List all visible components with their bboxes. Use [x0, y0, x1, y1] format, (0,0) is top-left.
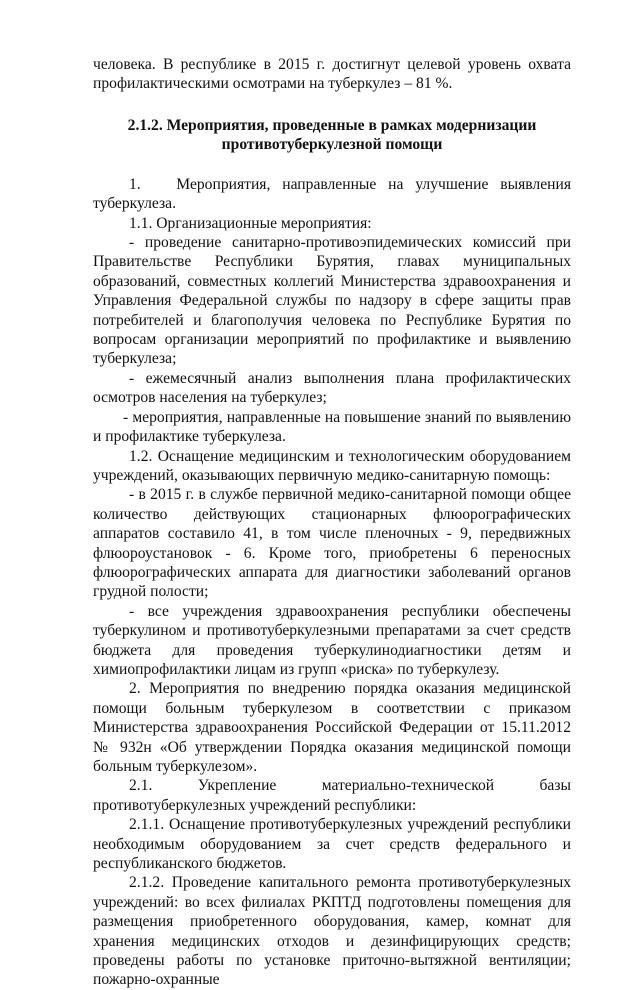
section-heading-line-1: 2.1.2. Мероприятия, проведенные в рамках модернизации	[127, 116, 537, 134]
paragraph-commissions: - проведение санитарно-противоэпидемических комиссий при Правительстве Республики Бурятия, главах муниципальных образований, совместных коллегий Министерства здравоохранения и Управления Федеральной службы по надзору в сфере защиты прав потребителей и благополучия человека по Республике Бурятия по вопросам организации мероприятий по профилактике и выявлению туберкулеза;	[93, 234, 571, 368]
intro-paragraph: человека. В республике в 2015 г. достигнут целевой уровень охвата профилактическими осмотрами на туберкулез – 81 %.	[93, 56, 571, 93]
paragraph-fluorography: - в 2015 г. в службе первичной медико-санитарной помощи общее количество действующих стационарных флюорографических аппаратов составило 41, в том числе пленочных - 9, передвижных флюороустановок - 6. Кроме того, приобретены 6 переносных флюорографических аппарата для диагностики заболеваний органов грудной полости;	[93, 486, 571, 601]
paragraph-2-1: 2.1. Укрепление материально-технической базы противотуберкулезных учреждений республики:	[93, 777, 571, 814]
paragraph-2-1-1: 2.1.1. Оснащение противотуберкулезных учреждений республики необходимым оборудованием за счет средств федерального и республиканского бюджетов.	[93, 816, 571, 873]
section-heading	[93, 116, 571, 154]
paragraph-2-1-2: 2.1.2. Проведение капитального ремонта противотуберкулезных учреждений: во всех филиалах РКПТД подготовлены помещения для размещения приобретенного оборудования, камер, комнат для хранения медицинских отходов и дезинфицирующих средств; проведены работы по установке приточно-вытяжной вентиляции; пожарно-охранные	[93, 874, 571, 989]
document-page	[93, 55, 571, 990]
paragraph-1-2: 1.2. Оснащение медицинским и технологическим оборудованием учреждений, оказывающих первичную медико-санитарную помощь:	[93, 447, 571, 484]
paragraph-monthly-analysis: - ежемесячный анализ выполнения плана профилактических осмотров населения на туберкулез;	[93, 369, 571, 407]
paragraph-knowledge: - мероприятия, направленные на повышение знаний по выявлению и профилактике туберкулеза.	[93, 408, 571, 446]
paragraph-1: 1. Мероприятия, направленные на улучшение выявления туберкулеза.	[93, 175, 571, 213]
paragraph-1-1: 1.1. Организационные мероприятия:	[129, 214, 372, 232]
section-heading-line-2: противотуберкулезной помощи	[221, 135, 443, 153]
paragraph-tuberculin: - все учреждения здравоохранения республики обеспечены туберкулином и противотуберкулезными препаратами за счет средств бюджета для проведения туберкулинодиагностики детям и химиопрофилактики лицам из групп «риска» по туберкулезу.	[93, 602, 571, 678]
paragraph-2: 2. Мероприятия по внедрению порядка оказания медицинской помощи больным туберкулезом в соответствии с приказом Министерства здравоохранения Российской Федерации от 15.11.2012 № 932н «Об утверждении Порядка оказания медицинской помощи больным туберкулезом».	[93, 680, 571, 775]
